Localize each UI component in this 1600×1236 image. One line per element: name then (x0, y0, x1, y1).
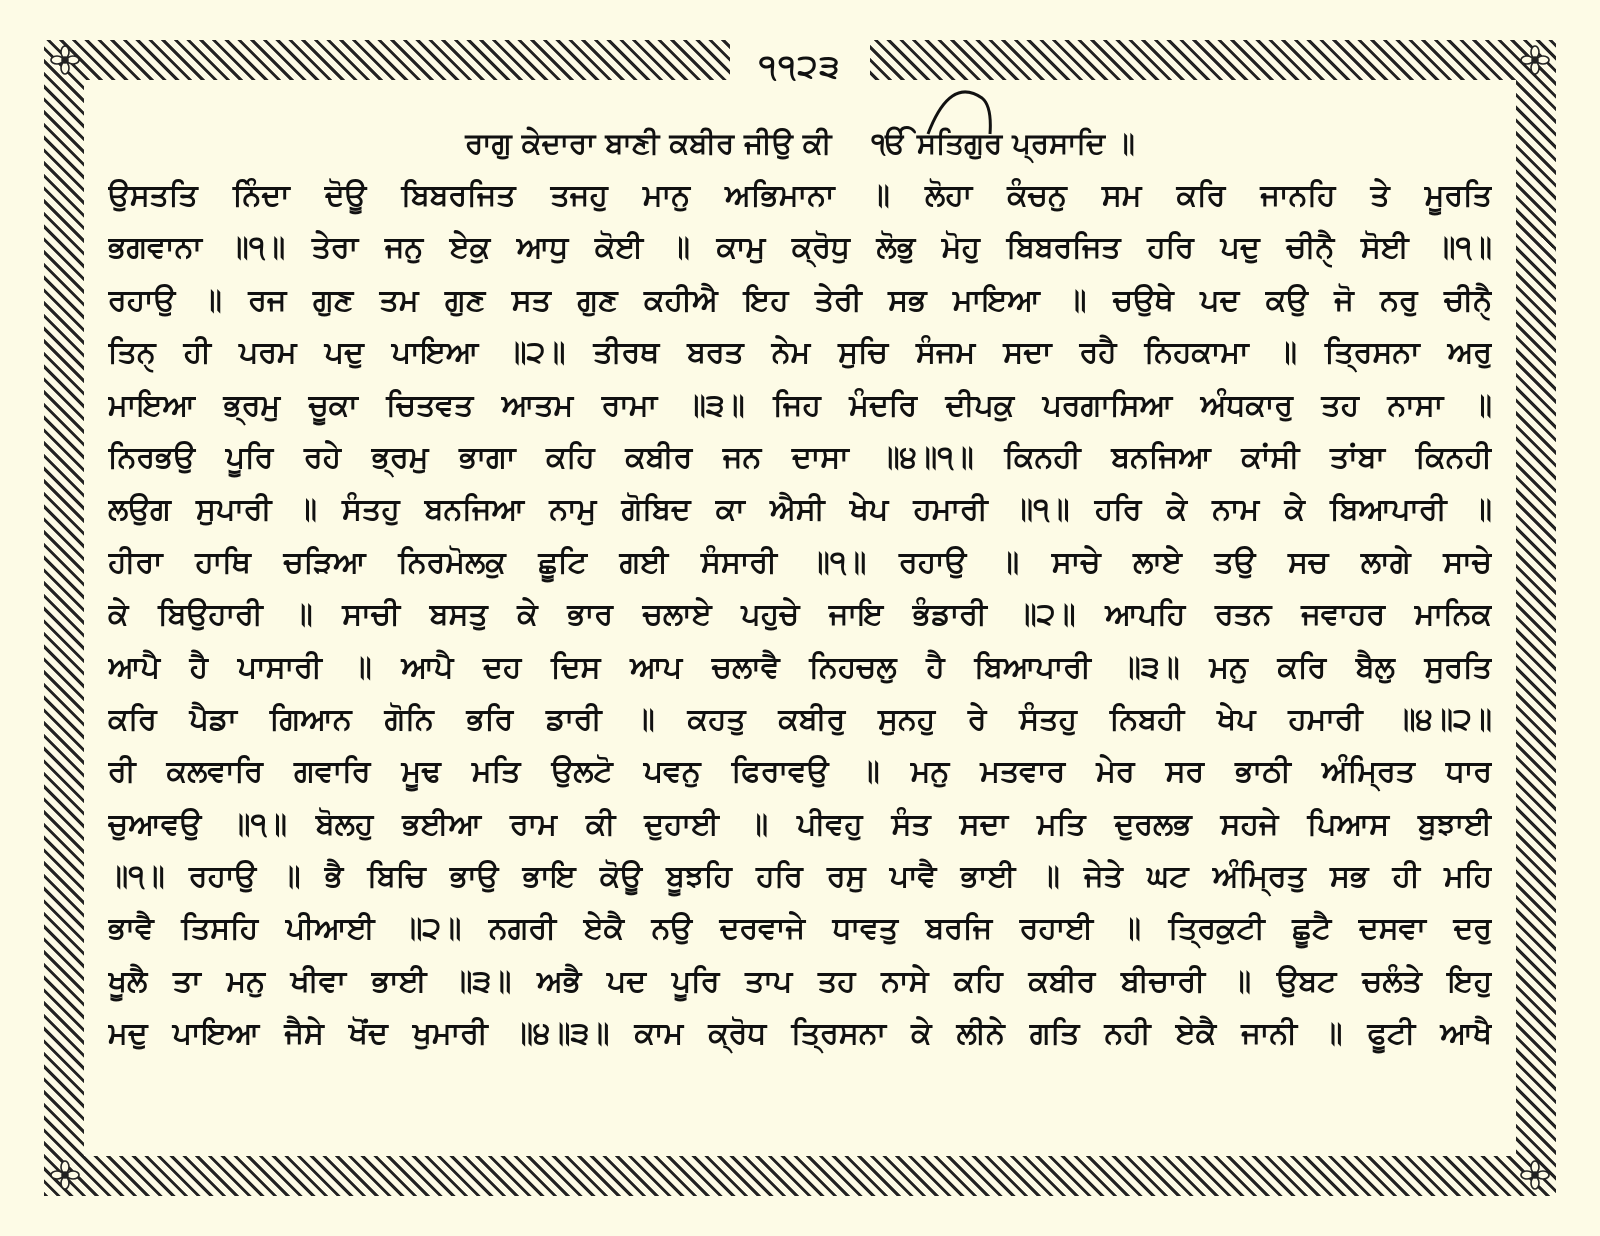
text-line: ਰੀ ਕਲਵਾਰਿ ਗਵਾਰਿ ਮੂਢ ਮਤਿ ਉਲਟੋ ਪਵਨੁ ਫਿਰਾਵਉ ॥ ਮਨੁ ਮਤਵਾਰ ਮੇਰ ਸਰ ਭਾਠੀ ਅੰਮ੍ਰਿਤ ਧਾਰ (108, 754, 1492, 790)
mool-mantar-invocation: ੴ ਸਤਿਗੁਰ ਪ੍ਰਸਾਦਿ ॥ (871, 126, 1135, 160)
text-line: ਮਾਇਆ ਭ੍ਰਮੁ ਚੂਕਾ ਚਿਤਵਤ ਆਤਮ ਰਾਮਾ ॥੩॥ ਜਿਹ ਮੰਦਰਿ ਦੀਪਕੁ ਪਰਗਾਸਿਆ ਅੰਧਕਾਰੁ ਤਹ ਨਾਸਾ ॥ (108, 387, 1492, 423)
flower-icon (50, 45, 80, 75)
text-line: ॥੧॥ ਰਹਾਉ ॥ ਭੈ ਬਿਚਿ ਭਾਉ ਭਾਇ ਕੋਊ ਬੂਝਹਿ ਹਰਿ ਰਸੁ ਪਾਵੈ ਭਾਈ ॥ ਜੇਤੇ ਘਟ ਅੰਮ੍ਰਿਤੁ ਸਭ ਹੀ ਮਹਿ (108, 859, 1492, 895)
flower-icon (1520, 45, 1550, 75)
text-line: ਰਹਾਉ ॥ ਰਜ ਗੁਣ ਤਮ ਗੁਣ ਸਤ ਗੁਣ ਕਹੀਐ ਇਹ ਤੇਰੀ ਸਭ ਮਾਇਆ ॥ ਚਉਥੇ ਪਦ ਕਉ ਜੋ ਨਰੁ ਚੀਨੑੈ (108, 282, 1492, 318)
text-line: ਹੀਰਾ ਹਾਥਿ ਚੜਿਆ ਨਿਰਮੋਲਕੁ ਛੂਟਿ ਗਈ ਸੰਸਾਰੀ ॥੧॥ ਰਹਾਉ ॥ ਸਾਚੇ ਲਾਏ ਤਉ ਸਚ ਲਾਗੇ ਸਾਚੇ (108, 544, 1492, 580)
flower-icon (1520, 1160, 1550, 1190)
text-line: ਤਿਨੑ ਹੀ ਪਰਮ ਪਦੁ ਪਾਇਆ ॥੨॥ ਤੀਰਥ ਬਰਤ ਨੇਮ ਸੁਚਿ ਸੰਜਮ ਸਦਾ ਰਹੈ ਨਿਹਕਾਮਾ ॥ ਤ੍ਰਿਸਨਾ ਅਰੁ (108, 335, 1492, 371)
text-line: ਕਰਿ ਪੈਡਾ ਗਿਆਨ ਗੋਨਿ ਭਰਿ ਡਾਰੀ ॥ ਕਹਤੁ ਕਬੀਰੁ ਸੁਨਹੁ ਰੇ ਸੰਤਹੁ ਨਿਬਹੀ ਖੇਪ ਹਮਾਰੀ ॥੪॥੨॥ (108, 701, 1492, 737)
text-line: ਆਪੈ ਹੈ ਪਾਸਾਰੀ ॥ ਆਪੈ ਦਹ ਦਿਸ ਆਪ ਚਲਾਵੈ ਨਿਹਚਲੁ ਹੈ ਬਿਆਪਾਰੀ ॥੩॥ ਮਨੁ ਕਰਿ ਬੈਲੁ ਸੁਰਤਿ (108, 649, 1492, 685)
flower-icon (50, 1160, 80, 1190)
text-line: ਭਗਵਾਨਾ ॥੧॥ ਤੇਰਾ ਜਨੁ ਏਕੁ ਆਧੁ ਕੋਈ ॥ ਕਾਮੁ ਕ੍ਰੋਧੁ ਲੋਭੁ ਮੋਹੁ ਬਿਬਰਜਿਤ ਹਰਿ ਪਦੁ ਚੀਨੑੈ ਸੋਈ ॥੧॥ (108, 230, 1492, 266)
gurbani-text (108, 170, 1492, 1061)
text-line: ਚੁਆਵਉ ॥੧॥ ਬੋਲਹੁ ਭਈਆ ਰਾਮ ਕੀ ਦੁਹਾਈ ॥ ਪੀਵਹੁ ਸੰਤ ਸਦਾ ਮਤਿ ਦੁਰਲਭ ਸਹਜੇ ਪਿਆਸ ਬੁਝਾਈ (108, 806, 1492, 842)
text-line: ਕੇ ਬਿਉਹਾਰੀ ॥ ਸਾਚੀ ਬਸਤੁ ਕੇ ਭਾਰ ਚਲਾਏ ਪਹੁਚੇ ਜਾਇ ਭੰਡਾਰੀ ॥੨॥ ਆਪਹਿ ਰਤਨ ਜਵਾਹਰ ਮਾਨਿਕ (108, 597, 1492, 633)
text-line: ਨਿਰਭਉ ਪੂਰਿ ਰਹੇ ਭ੍ਰਮੁ ਭਾਗਾ ਕਹਿ ਕਬੀਰ ਜਨ ਦਾਸਾ ॥੪॥੧॥ ਕਿਨਹੀ ਬਨਜਿਆ ਕਾਂਸੀ ਤਾਂਬਾ ਕਿਨਹੀ (108, 439, 1492, 475)
shabad-heading (0, 118, 1600, 168)
text-line: ਭਾਵੈ ਤਿਸਹਿ ਪੀਆਈ ॥੨॥ ਨਗਰੀ ਏਕੈ ਨਉ ਦਰਵਾਜੇ ਧਾਵਤੁ ਬਰਜਿ ਰਹਾਈ ॥ ਤ੍ਰਿਕੁਟੀ ਛੂਟੈ ਦਸਵਾ ਦਰੁ (108, 911, 1492, 947)
page-number: ੧੧੨੩ (730, 36, 870, 96)
text-line: ਮਦੁ ਪਾਇਆ ਜੈਸੇ ਖੋਂਦ ਖੁਮਾਰੀ ॥੪॥੩॥ ਕਾਮ ਕ੍ਰੋਧ ਤ੍ਰਿਸਨਾ ਕੇ ਲੀਨੇ ਗਤਿ ਨਹੀ ਏਕੈ ਜਾਨੀ ॥ ਫੂਟੀ ਆਖੈ (108, 1016, 1492, 1052)
text-line: ਲਉਗ ਸੁਪਾਰੀ ॥ ਸੰਤਹੁ ਬਨਜਿਆ ਨਾਮੁ ਗੋਬਿਦ ਕਾ ਐਸੀ ਖੇਪ ਹਮਾਰੀ ॥੧॥ ਹਰਿ ਕੇ ਨਾਮ ਕੇ ਬਿਆਪਾਰੀ ॥ (108, 492, 1492, 528)
raag-title: ਰਾਗੁ ਕੇਦਾਰਾ ਬਾਣੀ ਕਬੀਰ ਜੀਉ ਕੀ (465, 126, 832, 160)
text-line: ਉਸਤਤਿ ਨਿੰਦਾ ਦੋਊ ਬਿਬਰਜਿਤ ਤਜਹੁ ਮਾਨੁ ਅਭਿਮਾਨਾ ॥ ਲੋਹਾ ਕੰਚਨੁ ਸਮ ਕਰਿ ਜਾਨਹਿ ਤੇ ਮੂਰਤਿ (108, 178, 1492, 213)
text-line: ਖੂਲੈ ਤਾ ਮਨੁ ਖੀਵਾ ਭਾਈ ॥੩॥ ਅਭੈ ਪਦ ਪੂਰਿ ਤਾਪ ਤਹ ਨਾਸੇ ਕਹਿ ਕਬੀਰ ਬੀਚਾਰੀ ॥ ਉਬਟ ਚਲੰਤੇ ਇਹੁ (108, 963, 1492, 999)
